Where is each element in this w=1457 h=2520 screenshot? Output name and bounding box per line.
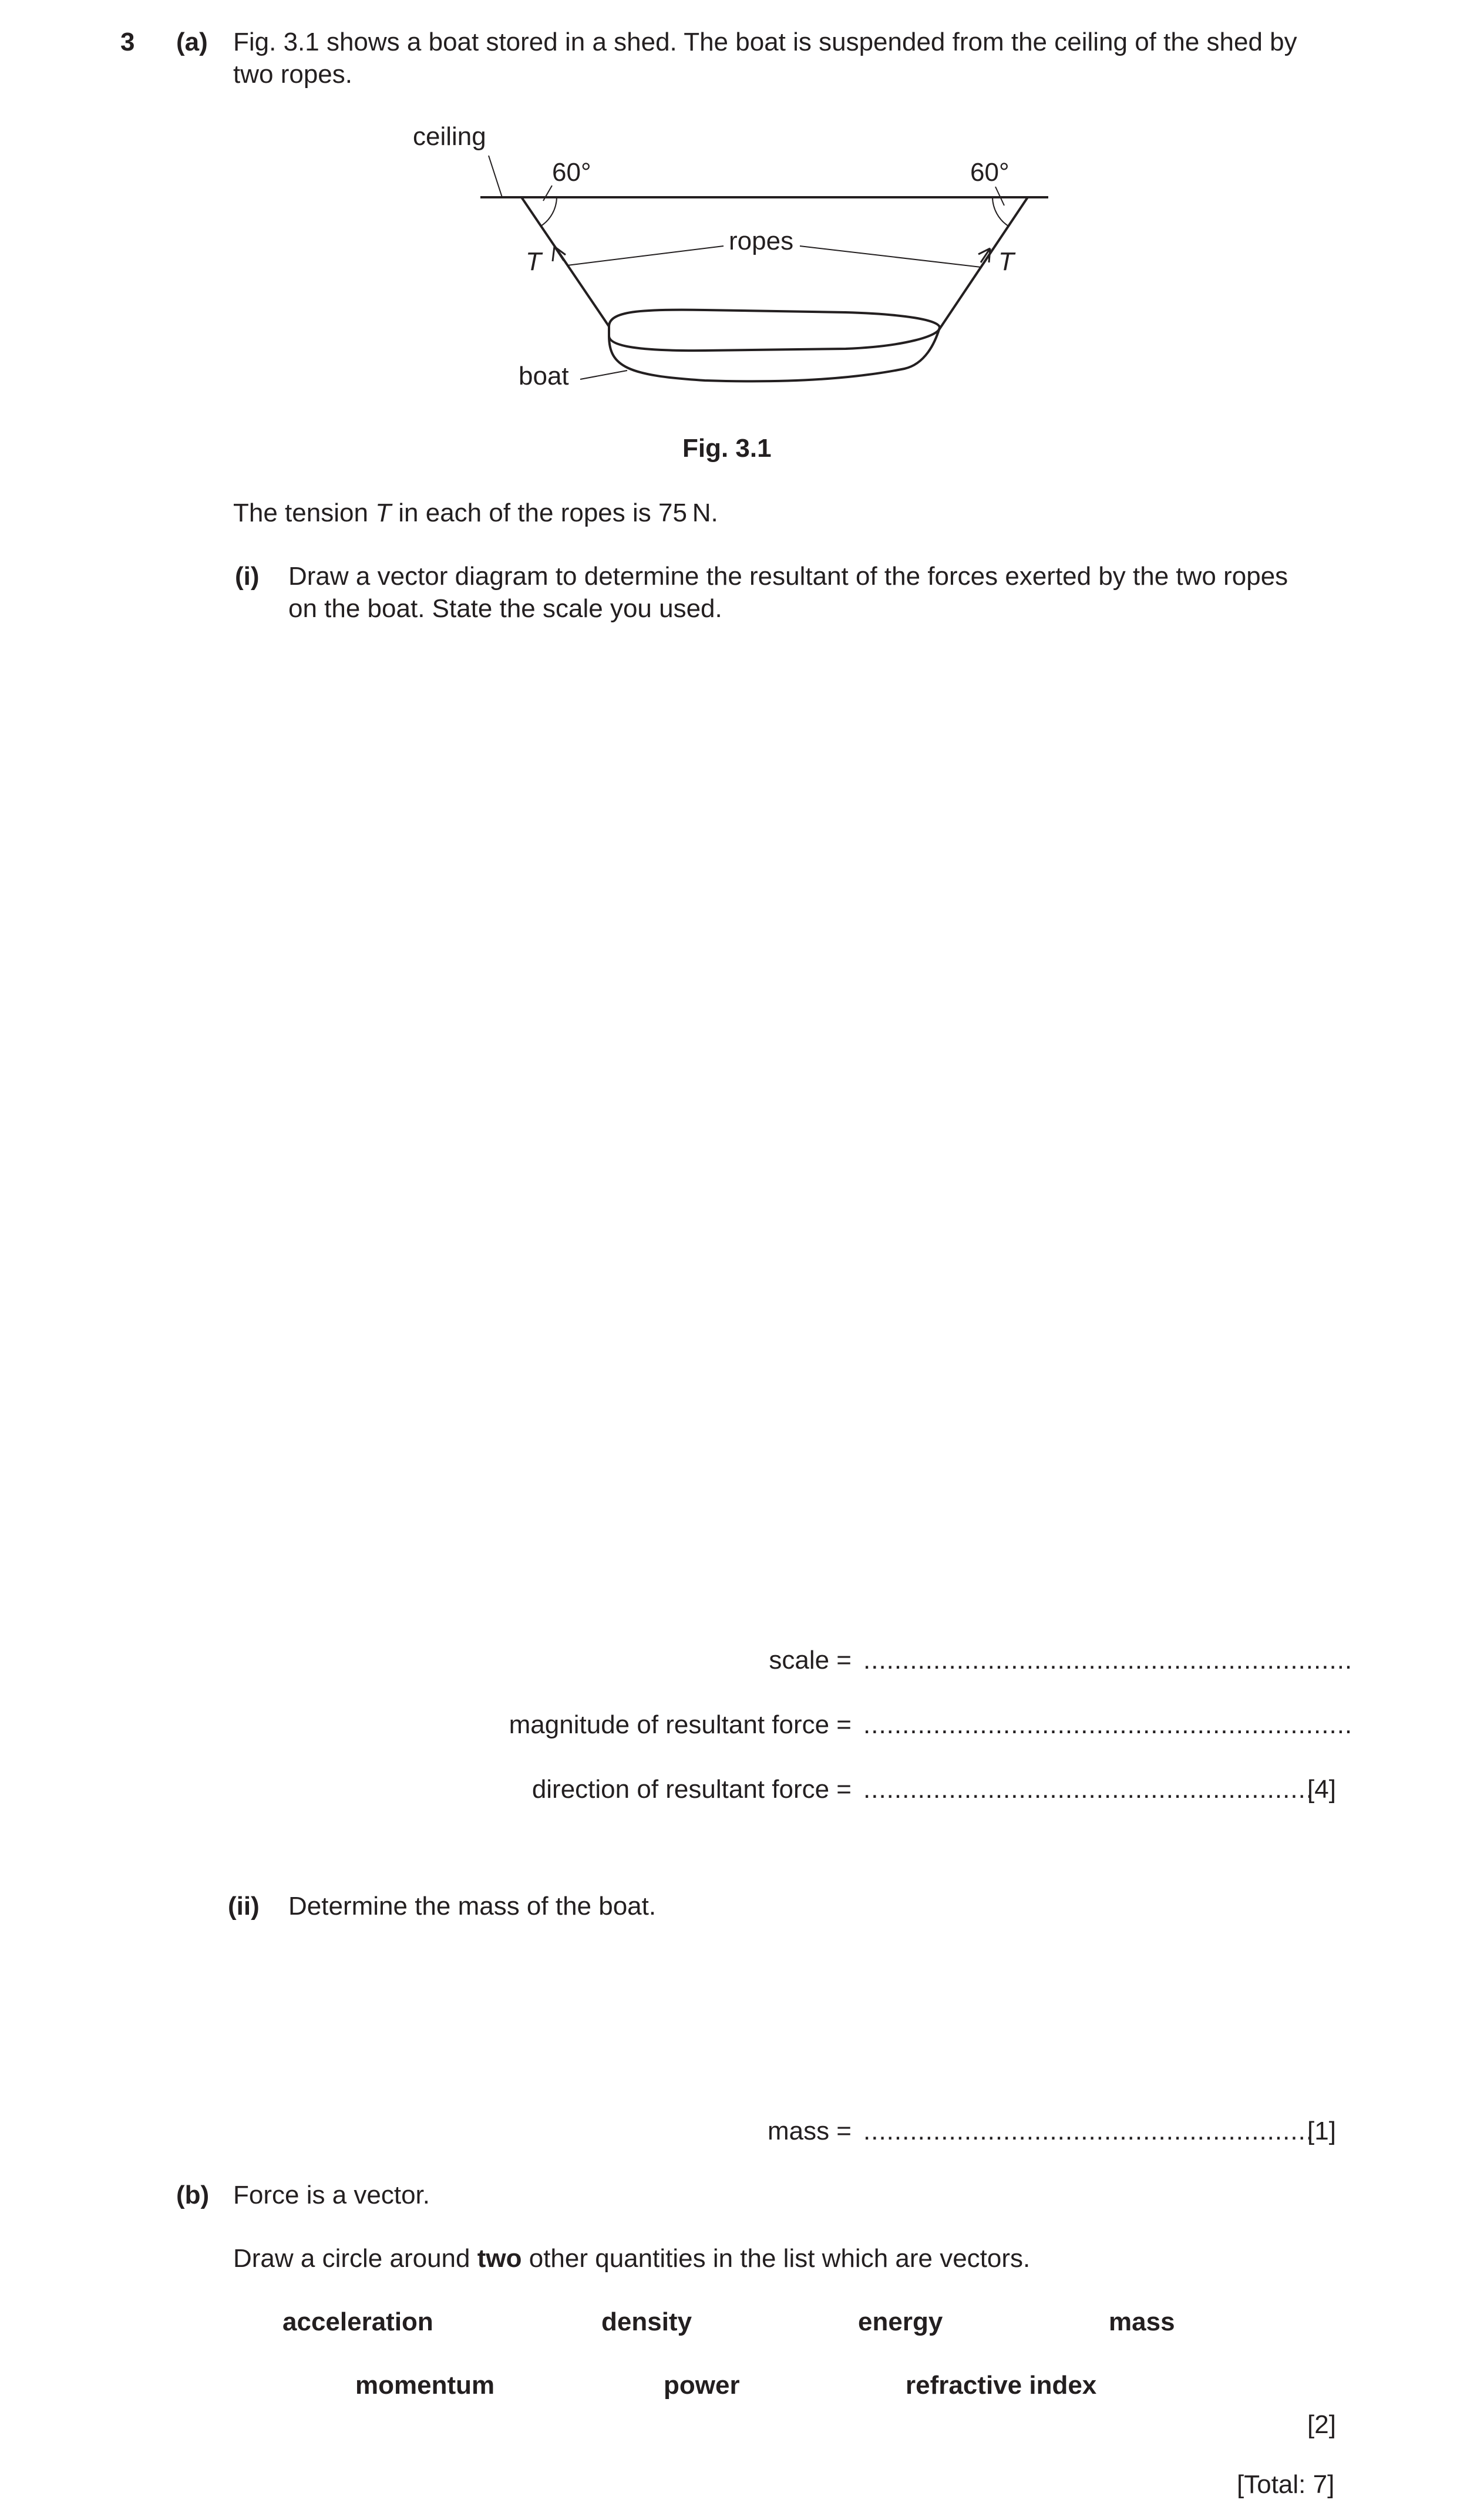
part-ii-marks: [1] (1307, 2117, 1336, 2145)
part-i-line1: Draw a vector diagram to determine the resultant of the forces exerted by the two ropes (288, 562, 1288, 591)
boat-deck (609, 310, 940, 351)
total-marks: [Total: 7] (1237, 2470, 1335, 2499)
scale-label: scale = (769, 1646, 852, 1675)
direction-answer-line[interactable]: .......................................................... (863, 1775, 1314, 1804)
angle-label-left: 60° (552, 158, 591, 187)
part-a-intro-line1: Fig. 3.1 shows a boat stored in a shed. The boat is suspended from the ceiling of the shed by (233, 28, 1297, 56)
tension-label-right: T (998, 247, 1014, 276)
angle-arc-right (992, 197, 1008, 226)
ropes-leader-right (800, 246, 981, 267)
question-number: 3 (120, 28, 135, 56)
part-i-line2: on the boat. State the scale you used. (288, 594, 722, 623)
boat-hull (609, 328, 940, 381)
quantity-power[interactable]: power (664, 2371, 740, 2400)
magnitude-answer-line[interactable]: ............................................................... (863, 1710, 1353, 1739)
boat-diagram (0, 0, 1457, 458)
direction-label: direction of resultant force = (531, 1775, 852, 1804)
quantity-acceleration[interactable]: acceleration (282, 2307, 433, 2336)
instruction-bold: two (477, 2244, 522, 2273)
boat-leader (580, 370, 627, 379)
mass-label: mass = (767, 2117, 852, 2145)
boat-label: boat (519, 362, 569, 390)
quantity-refractive-index[interactable]: refractive index (906, 2371, 1097, 2400)
scale-answer-line[interactable]: ............................................................... (863, 1646, 1353, 1675)
angle-label-right: 60° (970, 158, 1010, 187)
quantity-energy[interactable]: energy (858, 2307, 943, 2336)
ropes-leader-left (567, 246, 724, 265)
figure-3-1 (0, 0, 1457, 458)
tension-text-after: in each of the ropes is 75 N. (391, 498, 718, 527)
figure-caption: Fig. 3.1 (682, 434, 772, 463)
part-b-instruction (233, 2246, 1030, 2272)
angle-leader-left (543, 186, 552, 201)
part-a-label: (a) (176, 28, 208, 56)
tension-statement (233, 500, 718, 526)
part-ii-text: Determine the mass of the boat. (288, 1892, 657, 1921)
angle-arc-left (541, 197, 557, 226)
vector-diagram-working-area[interactable] (233, 640, 1337, 1603)
instruction-before: Draw a circle around (233, 2244, 477, 2273)
ropes-label: ropes (729, 227, 794, 255)
quantity-density[interactable]: density (601, 2307, 692, 2336)
part-b-label: (b) (176, 2181, 210, 2209)
mass-answer-line[interactable]: .......................................................... (863, 2117, 1314, 2145)
magnitude-label: magnitude of resultant force = (509, 1710, 852, 1739)
part-ii-label: (ii) (228, 1892, 260, 1921)
part-i-label: (i) (235, 562, 260, 591)
ceiling-label: ceiling (413, 122, 486, 151)
tension-label-left: T (526, 247, 541, 276)
tension-text-before: The tension (233, 498, 376, 527)
quantity-momentum[interactable]: momentum (355, 2371, 495, 2400)
part-b-marks: [2] (1307, 2410, 1336, 2439)
ceiling-leader (489, 156, 502, 197)
tension-symbol: T (375, 498, 392, 527)
instruction-after: other quantities in the list which are vectors. (521, 2244, 1031, 2273)
part-b-text: Force is a vector. (233, 2181, 430, 2209)
part-i-marks: [4] (1307, 1775, 1336, 1804)
quantity-mass[interactable]: mass (1109, 2307, 1175, 2336)
tension-arrow-left (553, 247, 566, 261)
part-a-intro-line2: two ropes. (233, 60, 352, 89)
